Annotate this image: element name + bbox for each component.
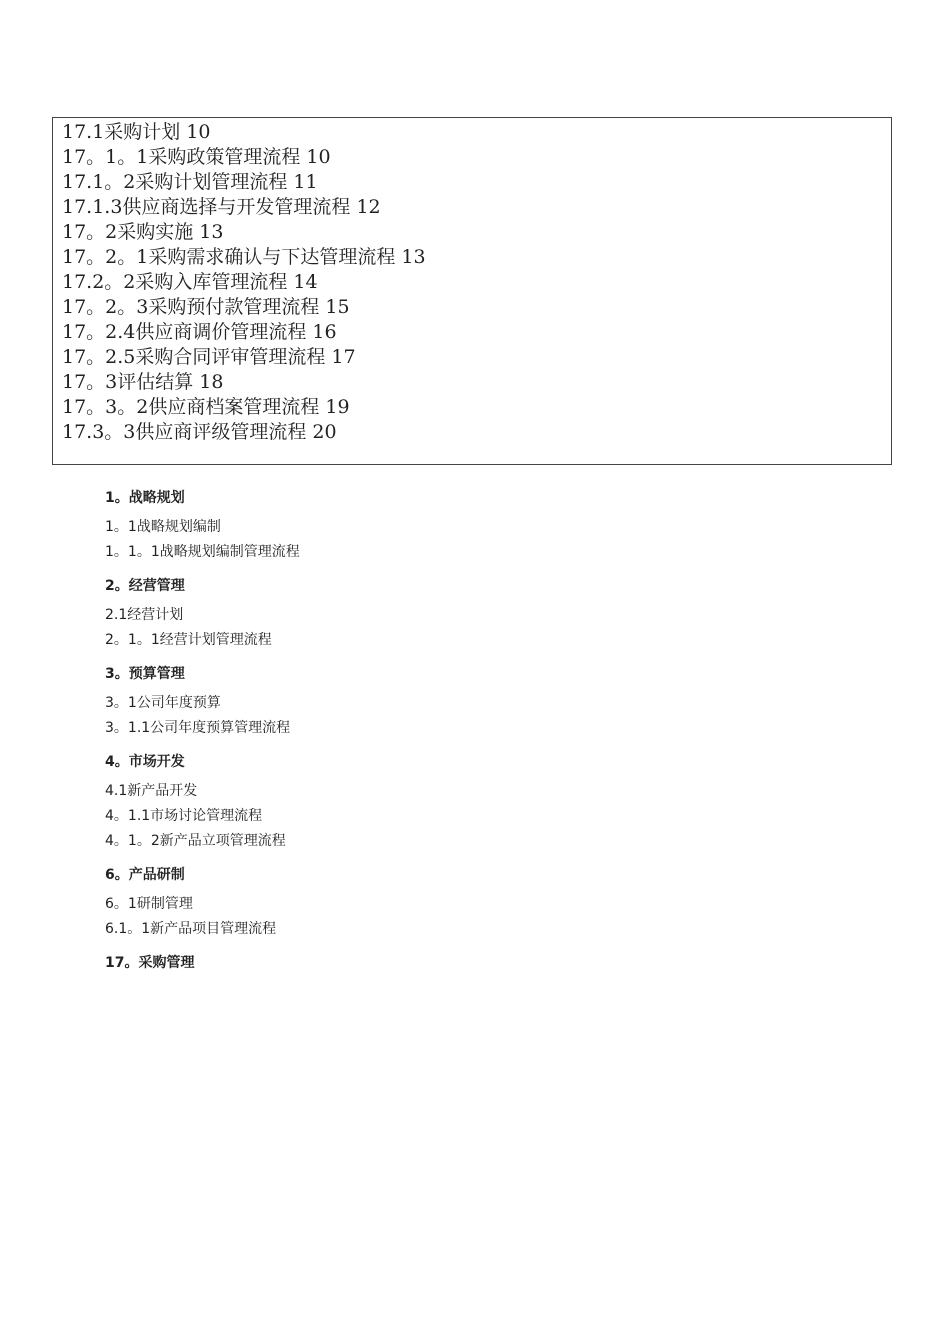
toc-entry[interactable]: 17.1。2采购计划管理流程 11	[62, 171, 318, 193]
toc-entry[interactable]: 17。3。2供应商档案管理流程 19	[62, 396, 350, 418]
section-heading: 1。战略规划	[105, 490, 185, 506]
outline-item: 4。1.1市场讨论管理流程	[105, 808, 263, 824]
section-heading: 3。预算管理	[105, 666, 185, 682]
outline-item: 3。1.1公司年度预算管理流程	[105, 720, 291, 736]
toc-entry[interactable]: 17。3评估结算 18	[62, 371, 224, 393]
outline-item: 2。1。1经营计划管理流程	[105, 632, 272, 648]
section-heading: 4。市场开发	[105, 754, 185, 770]
table-of-contents	[52, 117, 892, 465]
outline-item: 6.1。1新产品项目管理流程	[105, 921, 277, 937]
outline-item: 3。1公司年度预算	[105, 695, 221, 711]
outline-item: 4。1。2新产品立项管理流程	[105, 833, 286, 849]
section-business-management	[105, 576, 885, 650]
section-heading: 17。采购管理	[105, 955, 195, 971]
toc-entry[interactable]: 17。2采购实施 13	[62, 221, 224, 243]
toc-entry[interactable]: 17。2。1采购需求确认与下达管理流程 13	[62, 246, 426, 268]
toc-entry[interactable]: 17。2.5采购合同评审管理流程 17	[62, 346, 356, 368]
document-outline	[105, 488, 885, 987]
section-budget-management	[105, 664, 885, 738]
section-product-development	[105, 865, 885, 939]
outline-item: 1。1。1战略规划编制管理流程	[105, 544, 300, 560]
outline-item: 4.1新产品开发	[105, 783, 198, 799]
outline-item: 6。1研制管理	[105, 896, 193, 912]
toc-entry[interactable]: 17.1采购计划 10	[62, 121, 211, 143]
section-strategic-planning	[105, 488, 885, 562]
toc-entry[interactable]: 17。2.4供应商调价管理流程 16	[62, 321, 337, 343]
toc-entry[interactable]: 17。2。3采购预付款管理流程 15	[62, 296, 350, 318]
outline-item: 1。1战略规划编制	[105, 519, 221, 535]
section-market-development	[105, 752, 885, 851]
section-heading: 2。经营管理	[105, 578, 185, 594]
toc-entry[interactable]: 17.2。2采购入库管理流程 14	[62, 271, 318, 293]
outline-item: 2.1经营计划	[105, 607, 184, 623]
section-procurement-management	[105, 953, 885, 973]
section-heading: 6。产品研制	[105, 867, 185, 883]
toc-entry[interactable]: 17.3。3供应商评级管理流程 20	[62, 421, 337, 443]
toc-entry[interactable]: 17.1.3供应商选择与开发管理流程 12	[62, 196, 381, 218]
toc-entry[interactable]: 17。1。1采购政策管理流程 10	[62, 146, 331, 168]
